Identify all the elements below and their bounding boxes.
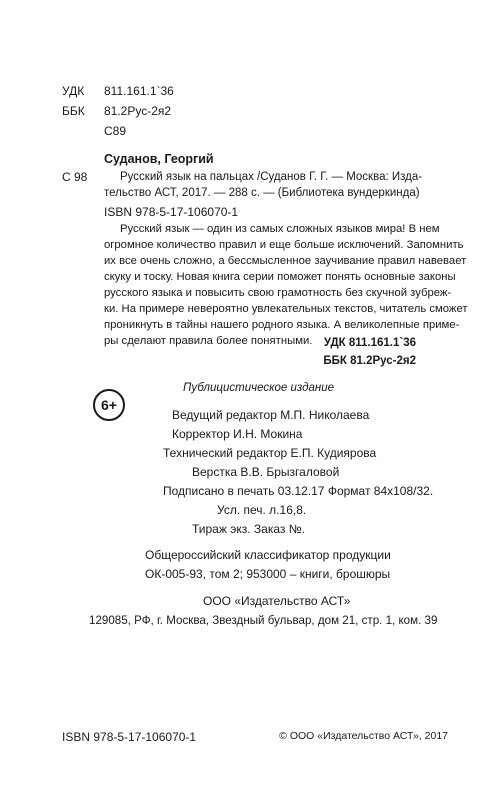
classifier-line: ОК-005-93, том 2; 953000 – книги, брошюры: [145, 567, 391, 581]
annotation-line: ры сделают правила более понятными.: [104, 335, 313, 347]
call-mark: С 98: [62, 170, 88, 184]
annotation-line: огромное количество правил и еще больше исключений. Запомнить: [104, 239, 464, 251]
annotation-line: русского языка и повысить свою грамотность без скучной зубреж-: [104, 287, 452, 299]
publisher-address: 129085, РФ, г. Москва, Звездный бульвар, дом 21, стр. 1, ком. 39: [89, 614, 438, 627]
bbk-label: ББК: [62, 104, 85, 118]
credit-line: Верстка В.В. Брызгаловой: [192, 465, 340, 479]
bbk-value: 81.2Рус-2я2: [104, 104, 172, 118]
publisher-name: ООО «Издательство АСТ»: [203, 594, 351, 608]
udk-label: УДК: [62, 84, 85, 98]
print-info-line: Тираж экз. Заказ №.: [192, 522, 305, 536]
title-line: Русский язык на пальцах /Суданов Г. Г. — Москва: Изда-: [120, 171, 423, 183]
annotation-line: ки. На примере невероятно увлекательных текстов, читатель сможет: [104, 303, 468, 315]
index-udk: УДК 811.161.1`36: [323, 337, 416, 349]
annotation-line: Русский язык — один из самых сложных языков мира! В нем: [120, 223, 440, 235]
credit-line: Технический редактор Е.П. Кудиярова: [163, 446, 377, 460]
author-sign: С89: [104, 124, 127, 138]
annotation-line: скуку и тоску. Новая книга серии поможет понять основные законы: [104, 271, 456, 283]
isbn-line: ISBN 978-5-17-106070-1: [104, 205, 239, 219]
udk-value: 811.161.1`36: [104, 84, 174, 98]
print-info-line: Усл. печ. л.16,8.: [217, 503, 307, 517]
annotation-line: их все очень сложно, а бессмысленное заучивание правил навевает: [104, 255, 467, 267]
footer-isbn: ISBN 978-5-17-106070-1: [62, 730, 197, 744]
credit-line: Корректор И.Н. Мокина: [172, 427, 303, 441]
age-rating-badge: 6+: [93, 389, 125, 421]
title-line: тельство АСТ, 2017. — 288 с. — (Библиотека вундеркинда): [104, 187, 420, 199]
credit-line: Ведущий редактор М.П. Николаева: [172, 408, 370, 422]
index-bbk: ББК 81.2Рус-2я2: [323, 355, 416, 367]
print-info-line: Подписано в печать 03.12.17 Формат 84х108/32.: [163, 484, 434, 498]
edition-type: Публицистическое издание: [183, 382, 334, 394]
footer-copyright: © ООО «Издательство АСТ», 2017: [279, 730, 448, 742]
annotation-line: проникнуть в тайны нашего родного языка. А великолепные приме-: [104, 319, 460, 331]
author-heading: Суданов, Георгий: [104, 152, 214, 166]
classifier-line: Общероссийский классификатор продукции: [145, 548, 391, 562]
